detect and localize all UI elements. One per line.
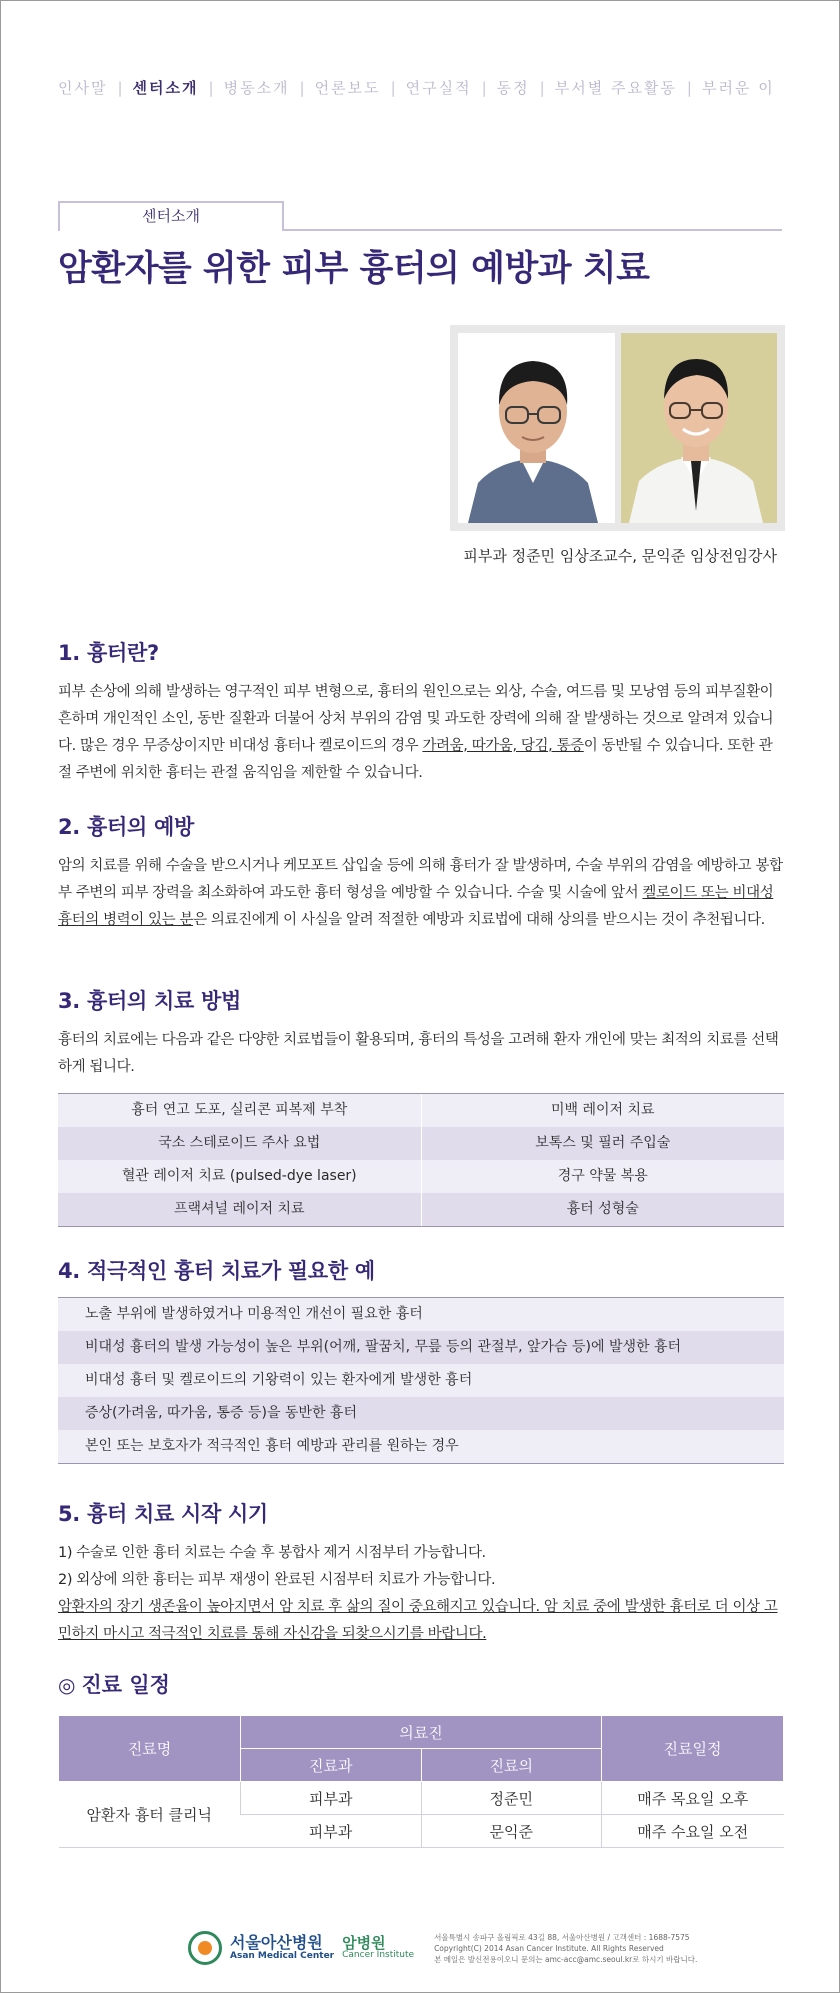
timing-line: 2) 외상에 의한 흉터는 피부 재생이 완료된 시점부터 치료가 가능합니다. (58, 1572, 496, 1588)
treatment-row (58, 1094, 784, 1127)
paragraph-text: 피부 손상에 의해 발생하는 영구적인 피부 변형으로, 흉터의 원인으로는 외상, 수술, 여드름 및 모낭염 등의 피부질환이 흔하며 개인적인 소인, 동반 질환과 더불어 상처 부위의 감염 및 과도한 장력에 의해 잘 발생하는 것으로 알려져 있습니다. 많은 경우 무증상이지만 비대성 흉터나 켈로이드의 경우 (58, 684, 774, 754)
nav-item-department-activities[interactable]: 부서별 주요활동 (554, 79, 677, 97)
dept-cell: 피부과 (241, 1815, 422, 1848)
footer-address: 서울특별시 송파구 올림픽로 43길 88, 서울아산병원 / 고객센터 : 1688-7575 (434, 1932, 690, 1942)
hospital-name (230, 1934, 334, 1961)
treatment-row (58, 1193, 784, 1226)
clinic-name: 암환자 흉터 클리닉 (59, 1782, 241, 1848)
doctor-photo-jung (458, 333, 615, 523)
doctor-photo-moon (621, 333, 778, 523)
hospital-name-ko: 서울아산병원 (230, 1933, 323, 1953)
section-heading: 5. 흉터 치료 시작 시기 (58, 1502, 268, 1526)
hospital-name-en: Asan Medical Center (230, 1950, 335, 1961)
section-kicker-bar (58, 201, 782, 231)
section-paragraph (58, 853, 784, 934)
header-time: 진료일정 (602, 1716, 784, 1782)
institute-name-ko: 암병원 (342, 1933, 386, 1952)
nav-item-ward-intro[interactable]: 병동소개 (223, 79, 290, 97)
doctor-portrait-2 (621, 333, 771, 523)
section-heading: 3. 흉터의 치료 방법 (58, 989, 241, 1013)
doctor-cell: 정준민 (421, 1782, 602, 1815)
nav-item-press[interactable]: 언론보도 (314, 79, 381, 97)
photo-caption: 피부과 정준민 임상조교수, 문익준 임상전임강사 (463, 547, 777, 565)
nav-item-research[interactable]: 연구실적 (405, 79, 472, 97)
footer-notice: 본 메일은 발신전용이오니 문의는 amc-acc@amc.seoul.kr로 하시기 바랍니다. (434, 1954, 698, 1964)
section-heading: 2. 흉터의 예방 (58, 815, 194, 839)
institute-name-en: Cancer Institute (342, 1950, 415, 1961)
top-navigation (58, 77, 789, 98)
schedule-table (58, 1715, 784, 1848)
paragraph-text: 은 의료진에게 이 사실을 알려 적절한 예방과 치료법에 대해 상의를 받으시는 것이 추천됩니다. (193, 912, 765, 928)
treatment-cell: 흉터 연고 도포, 실리콘 피복제 부착 (58, 1094, 422, 1127)
nav-item-center-intro[interactable]: 센터소개 (132, 79, 199, 97)
dept-cell: 피부과 (241, 1782, 422, 1815)
underlined-text: 가려움, 따가움, 당김, 통증 (422, 738, 584, 754)
nav-separator: | (117, 78, 123, 97)
timing-line: 1) 수술로 인한 흉터 치료는 수술 후 봉합사 제거 시점부터 가능합니다. (58, 1545, 486, 1561)
list-item: 노출 부위에 발생하였거나 미용적인 개선이 필요한 흉터 (58, 1298, 784, 1331)
treatment-cell: 미백 레이저 치료 (550, 1102, 655, 1118)
doctor-cell: 문익준 (421, 1815, 602, 1848)
section-scar-prevention (58, 811, 784, 934)
underlined-text: 켈로이드 또는 비대성 흉터의 병력이 있는 분 (58, 885, 774, 928)
section-treatment-timing (58, 1498, 784, 1648)
section-paragraph (58, 679, 784, 787)
schedule-title (58, 1669, 784, 1699)
table-row (59, 1782, 784, 1815)
case-list (58, 1297, 784, 1464)
section-heading: 1. 흉터란? (58, 641, 159, 665)
treatment-cell: 혈관 레이저 치료 (pulsed-dye laser) (58, 1160, 422, 1193)
header-dept: 진료과 (241, 1749, 422, 1782)
section-what-is-scar (58, 637, 784, 787)
section-heading: 4. 적극적인 흉터 치료가 필요한 예 (58, 1259, 375, 1283)
header-clinic: 진료명 (59, 1716, 241, 1782)
nav-separator: | (686, 78, 692, 97)
treatment-cell: 보톡스 및 필러 주입술 (535, 1135, 671, 1151)
doctor-photos (450, 325, 785, 531)
section-schedule (58, 1669, 784, 1848)
nav-item-greeting[interactable]: 인사말 (58, 79, 108, 97)
time-cell: 매주 목요일 오후 (602, 1782, 784, 1815)
treatment-row (58, 1160, 784, 1193)
header-doctor: 진료의 (421, 1749, 602, 1782)
nav-separator: | (539, 78, 545, 97)
section-treatment-methods (58, 985, 784, 1227)
schedule-title-text: 진료 일정 (81, 1673, 170, 1697)
treatment-cell: 프랙셔널 레이저 치료 (58, 1193, 422, 1226)
treatment-row (58, 1127, 784, 1160)
paragraph-text: 이 동반될 수 있습니다. 또한 관절 주변에 위치한 흉터는 관절 움직임을 제한할 수 있습니다. (58, 738, 773, 781)
section-kicker: 센터소개 (58, 201, 284, 231)
list-item: 본인 또는 보호자가 적극적인 흉터 예방과 관리를 원하는 경우 (58, 1430, 784, 1463)
treatment-cell: 흉터 성형술 (566, 1201, 639, 1217)
section-intro: 흉터의 치료에는 다음과 같은 다양한 치료법들이 활용되며, 흉터의 특성을 고려해 환자 개인에 맞는 최적의 치료를 선택하게 됩니다. (58, 1032, 779, 1075)
header-staff: 의료진 (241, 1716, 602, 1749)
treatment-grid (58, 1093, 784, 1227)
nav-separator: | (390, 78, 396, 97)
bullseye-icon: ◎ (58, 1673, 76, 1697)
nav-separator: | (208, 78, 214, 97)
list-item: 비대성 흉터의 발생 가능성이 높은 부위(어깨, 팔꿈치, 무릎 등의 관절부, 앞가슴 등)에 발생한 흉터 (58, 1331, 784, 1364)
footer (188, 1931, 697, 1965)
treatment-cell: 경구 약물 복용 (557, 1168, 648, 1184)
nav-separator: | (481, 78, 487, 97)
list-item: 비대성 흉터 및 켈로이드의 기왕력이 있는 환자에게 발생한 흉터 (58, 1364, 784, 1397)
page-title: 암환자를 위한 피부 흉터의 예방과 치료 (58, 249, 650, 289)
doctor-portrait-1 (458, 333, 608, 523)
footer-info (434, 1932, 697, 1965)
timing-note: 암환자의 장기 생존율이 높아지면서 암 치료 후 삶의 질이 중요해지고 있습니다. 암 치료 중에 발생한 흉터로 더 이상 고민하지 마시고 적극적인 치료를 통해 자신감을 되찾으시기를 바랍니다. (58, 1599, 778, 1642)
footer-copyright: Copyright(C) 2014 Asan Cancer Institute. All Rights Reserved (434, 1943, 664, 1953)
nav-separator: | (299, 78, 305, 97)
treatment-cell: 국소 스테로이드 주사 요법 (58, 1127, 422, 1160)
hospital-logo-icon (188, 1931, 222, 1965)
institute-name (342, 1935, 414, 1961)
section-active-treatment-cases (58, 1255, 784, 1464)
nav-item-envy[interactable]: 부러운 이 (701, 79, 775, 97)
nav-item-news[interactable]: 동정 (496, 79, 530, 97)
list-item: 증상(가려움, 따가움, 통증 등)을 동반한 흉터 (58, 1397, 784, 1430)
paragraph-text: 암의 치료를 위해 수술을 받으시거나 케모포트 삽입술 등에 의해 흉터가 잘 발생하며, 수술 부위의 감염을 예방하고 봉합부 주변의 피부 장력을 최소화하여 과도한 흉터 형성을 예방할 수 있습니다. 수술 및 시술에 앞서 (58, 858, 783, 901)
time-cell: 매주 수요일 오전 (602, 1815, 784, 1848)
